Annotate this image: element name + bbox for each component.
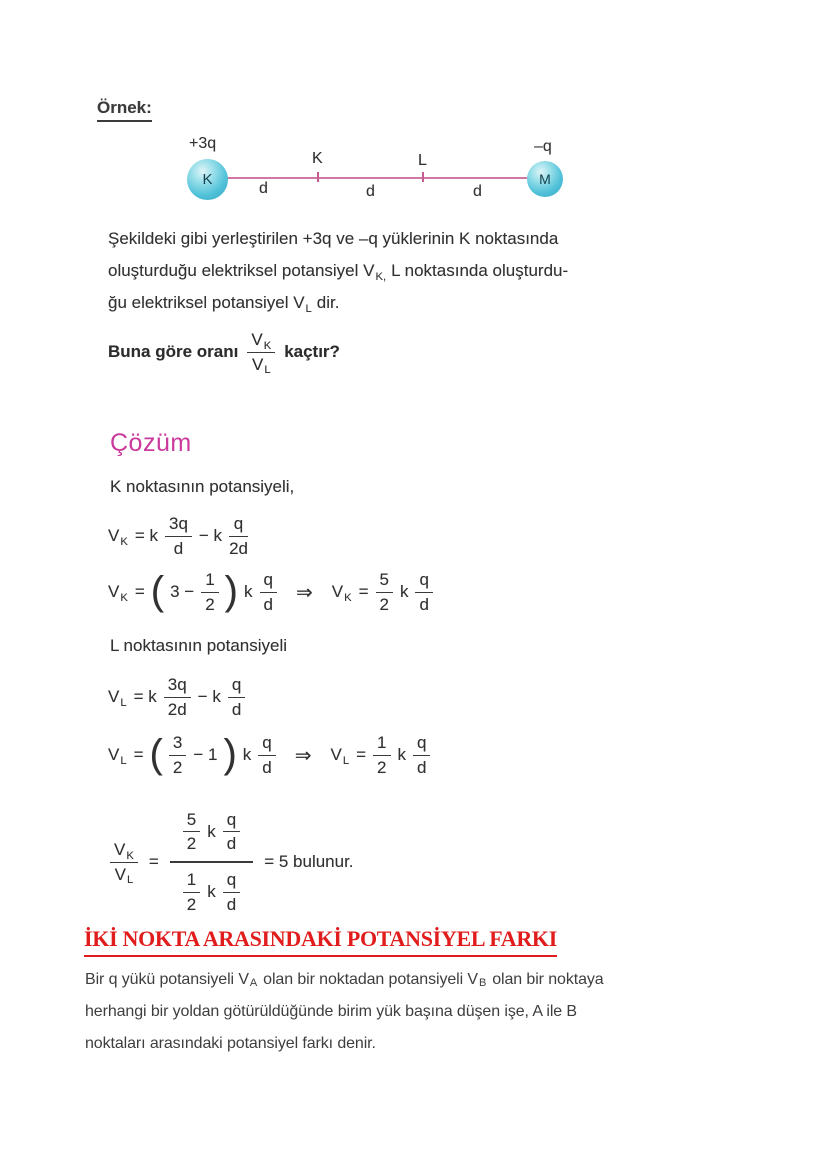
equals-k: = k — [133, 687, 157, 706]
symbol-v: V — [251, 354, 264, 374]
term-minus-one: − 1 — [193, 745, 218, 764]
paragraph-text: olan bir noktadan potansiyeli V — [263, 971, 478, 988]
denominator: d — [226, 894, 237, 914]
subscript-a: A — [249, 977, 258, 989]
symbol-v: V — [251, 329, 263, 349]
subscript-k: K, — [375, 270, 387, 283]
symbol-k-const: k — [242, 745, 252, 764]
paragraph-text: Bir q yükü potansiyeli V — [85, 971, 249, 988]
subscript-l: L — [120, 696, 127, 709]
denominator: d — [419, 594, 429, 614]
section-paragraph-line2: herhangi bir yoldan götürüldüğünde birim yük başına düşen işe, A ile B — [85, 1003, 577, 1020]
equals-k: = k — [134, 526, 158, 545]
left-charge-label: +3q — [189, 135, 217, 152]
equals-sign: = — [134, 582, 145, 601]
numerator — [110, 840, 138, 863]
denominator: 2 — [205, 594, 215, 614]
numerator: 5 — [183, 810, 200, 833]
formula-vk-2 — [108, 565, 433, 619]
vk-over-vl-fraction — [110, 839, 138, 887]
symbol-v: V — [114, 839, 126, 859]
problem-text-line2 — [108, 261, 568, 281]
section-paragraph-line1 — [85, 971, 604, 989]
fraction — [260, 570, 277, 614]
tick-point-k — [317, 172, 319, 182]
subscript-b: B — [478, 977, 487, 989]
numerator: q — [223, 810, 240, 833]
problem-text-line1: Şekildeki gibi yerleştirilen +3q ve –q yüklerinin K noktasında — [108, 229, 559, 248]
numerator: 1 — [201, 570, 218, 593]
numerator: q — [228, 675, 245, 698]
implies-arrow-icon: ⇒ — [295, 581, 313, 604]
problem-line2-text: oluşturduğu elektriksel potansiyel V — [108, 261, 375, 280]
denominator: d — [262, 757, 272, 777]
point-k-label: K — [312, 150, 323, 167]
close-paren: ) — [223, 732, 237, 776]
fraction — [183, 870, 200, 914]
fraction — [413, 733, 430, 777]
subscript-l: L — [264, 364, 271, 377]
subscript-l: L — [120, 754, 127, 767]
formula-vl-1 — [108, 672, 245, 722]
equals-sign: = — [356, 745, 367, 764]
denominator: d — [226, 834, 237, 854]
denominator: 2 — [379, 594, 389, 614]
denominator: 2d — [229, 538, 248, 558]
solution-heading: Çözüm — [110, 429, 192, 457]
minus-k: − k — [198, 526, 223, 545]
symbol-v: V — [114, 864, 126, 884]
symbol-k-const: k — [207, 882, 216, 902]
ratio-result: = 5 bulunur. — [264, 852, 354, 871]
denominator: 2d — [167, 699, 187, 719]
question-post-text: kaçtır? — [284, 342, 340, 361]
numerator: q — [415, 570, 432, 593]
numerator: 3q — [165, 514, 192, 537]
numerator: q — [258, 733, 275, 756]
point-l-label: L — [418, 152, 427, 169]
question-line — [108, 326, 340, 378]
symbol-v: V — [108, 745, 120, 764]
close-paren: ) — [224, 569, 238, 613]
equals-sign: = — [133, 745, 144, 764]
subscript-k: K — [263, 339, 272, 352]
distance-label-3: d — [473, 183, 482, 200]
denominator: 2 — [186, 894, 197, 914]
fraction — [223, 810, 240, 854]
example-heading: Örnek: — [97, 98, 152, 122]
formula-vk-1 — [108, 511, 248, 561]
subscript-l: L — [126, 874, 134, 887]
fraction-denominator — [247, 353, 275, 375]
question-pre-text: Buna göre oranı — [108, 342, 239, 361]
symbol-vl — [108, 745, 127, 765]
symbol-vl — [331, 745, 350, 765]
connector-line — [208, 177, 538, 179]
problem-line2-text-b: L noktasında oluşturdu- — [391, 261, 569, 280]
symbol-v: V — [108, 526, 120, 545]
denominator: d — [231, 699, 242, 719]
section-title: İKİ NOKTA ARASINDAKİ POTANSİYEL FARKI — [84, 926, 557, 957]
problem-text-line3 — [108, 293, 339, 313]
formula-vl-2 — [108, 728, 430, 782]
fraction-numerator — [247, 330, 275, 353]
stacked-fraction — [170, 803, 253, 921]
fraction — [373, 733, 390, 777]
stacked-denominator — [170, 863, 253, 921]
denominator: d — [417, 757, 427, 777]
subscript-k: K — [120, 591, 128, 604]
fraction — [223, 870, 240, 914]
charge-sphere-m — [527, 161, 563, 197]
numerator: 1 — [183, 870, 200, 893]
fraction — [165, 514, 192, 558]
subscript-l: L — [305, 302, 312, 315]
fraction — [258, 733, 275, 777]
symbol-v: V — [330, 745, 342, 764]
symbol-k-const: k — [244, 582, 253, 601]
open-paren: ( — [150, 569, 165, 613]
fraction — [228, 675, 245, 719]
stacked-numerator — [170, 803, 253, 863]
numerator: q — [223, 870, 240, 893]
denominator: d — [263, 594, 273, 614]
numerator: q — [229, 514, 248, 537]
question-fraction — [247, 329, 275, 377]
symbol-v: V — [331, 582, 344, 601]
fraction — [415, 570, 432, 614]
subscript-l: L — [342, 754, 350, 767]
denominator: 2 — [186, 834, 197, 854]
numerator: q — [260, 570, 277, 593]
symbol-k-const: k — [399, 582, 409, 601]
denominator: d — [173, 538, 184, 558]
distance-label-2: d — [366, 183, 375, 200]
symbol-vk — [108, 582, 128, 602]
fraction — [376, 570, 393, 614]
term-three-minus: 3 − — [170, 582, 195, 601]
symbol-vk — [332, 582, 352, 602]
fraction — [229, 514, 248, 558]
right-charge-label: –q — [534, 138, 552, 155]
subscript-k: K — [120, 535, 128, 548]
subscript-k: K — [344, 591, 352, 604]
sphere-k-label: K — [202, 171, 213, 188]
numerator: 3q — [164, 675, 191, 698]
paragraph-text: olan bir noktaya — [492, 971, 604, 988]
l-potential-intro: L noktasının potansiyeli — [110, 636, 288, 655]
symbol-v: V — [108, 582, 120, 601]
tick-point-l — [422, 172, 424, 182]
equals-sign: = — [358, 582, 369, 601]
numerator: q — [413, 733, 430, 756]
symbol-v: V — [108, 687, 120, 706]
denominator: 2 — [172, 757, 183, 777]
fraction — [201, 570, 218, 614]
sphere-m-label: M — [539, 171, 551, 187]
subscript-k: K — [126, 849, 134, 862]
problem-line3-text-b: dir. — [316, 293, 340, 312]
denominator — [110, 863, 138, 885]
fraction — [169, 733, 186, 777]
problem-line3-text: ğu elektriksel potansiyel V — [108, 293, 305, 312]
denominator: 2 — [377, 757, 387, 777]
symbol-vl — [108, 687, 127, 707]
charge-sphere-k — [187, 159, 228, 200]
numerator: 5 — [376, 570, 393, 593]
k-potential-intro: K noktasının potansiyeli, — [110, 477, 295, 496]
equals-sign: = — [148, 852, 159, 871]
numerator: 1 — [373, 733, 390, 756]
fraction — [164, 675, 191, 719]
symbol-k-const: k — [207, 821, 216, 841]
symbol-k-const: k — [397, 745, 406, 764]
ratio-formula — [110, 802, 354, 922]
symbol-vk — [108, 526, 128, 546]
open-paren: ( — [149, 732, 163, 776]
fraction — [183, 810, 200, 854]
minus-k: − k — [197, 687, 221, 706]
implies-arrow-icon: ⇒ — [294, 744, 312, 767]
numerator: 3 — [169, 733, 186, 756]
distance-label-1: d — [259, 180, 268, 197]
section-paragraph-line3: noktaları arasındaki potansiyel farkı denir. — [85, 1035, 376, 1052]
